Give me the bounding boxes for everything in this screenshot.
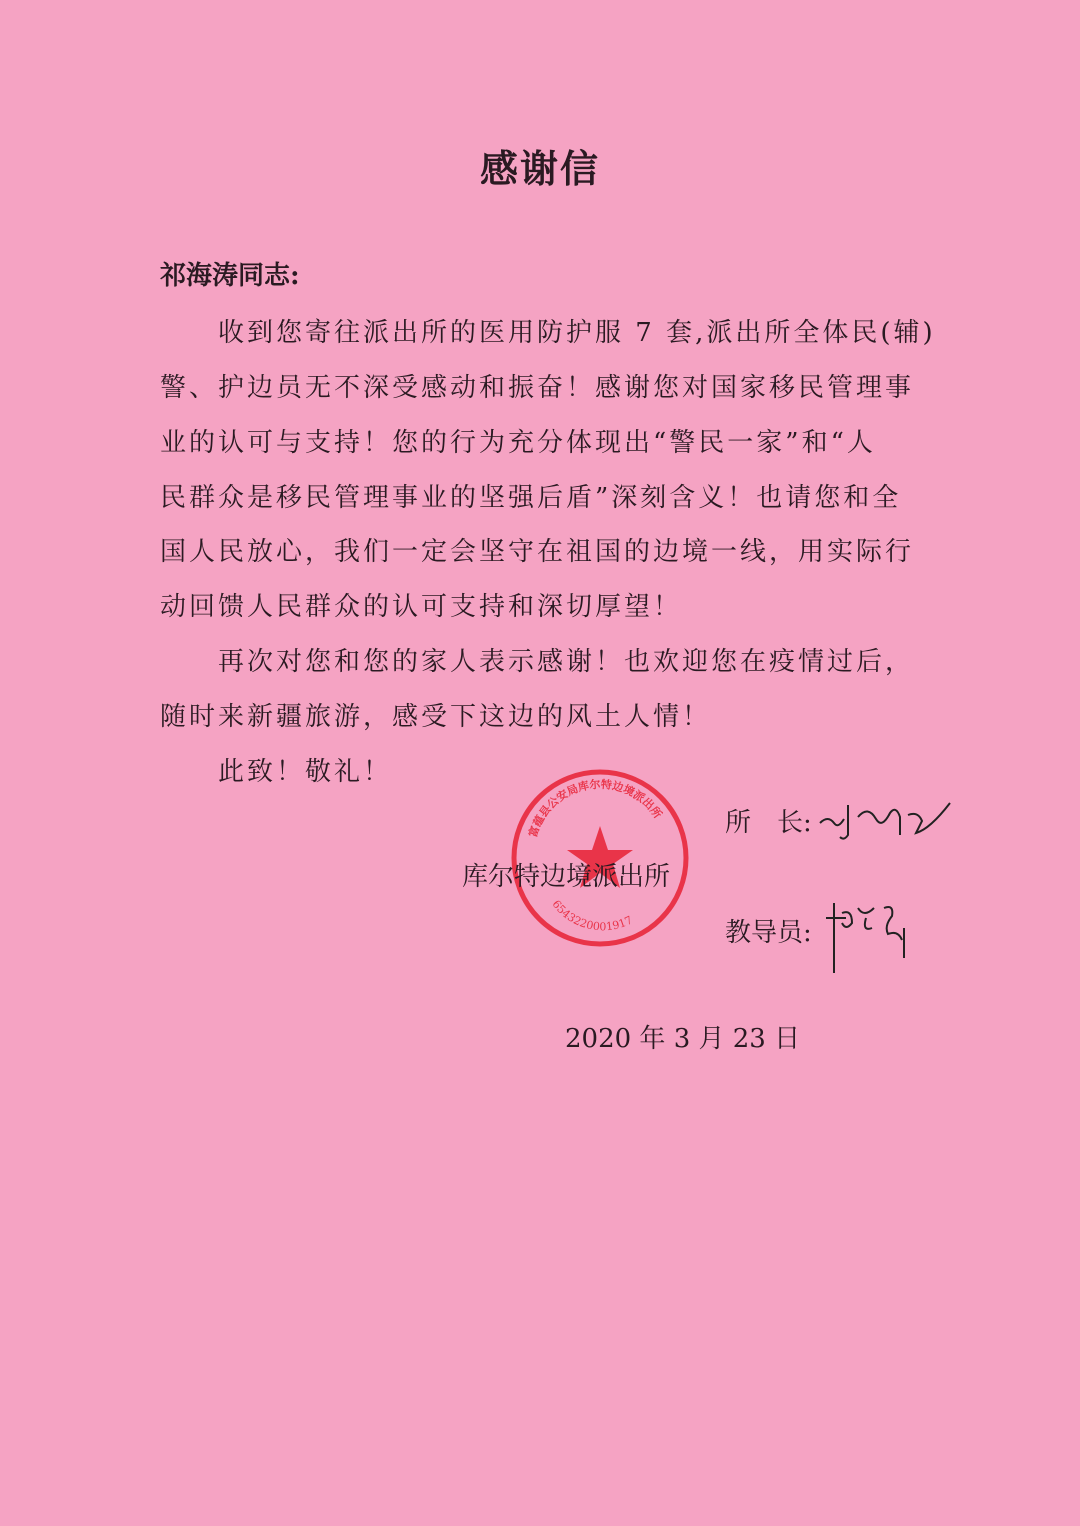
body-line: 业的认可与支持！您的行为充分体现出“警民一家”和“人	[160, 428, 876, 458]
body-line: 警、护边员无不深受感动和振奋！感谢您对国家移民管理事	[160, 373, 915, 403]
director-label: 所 长:	[725, 808, 812, 838]
body-line: 动回馈人民群众的认可支持和深切厚望！	[160, 592, 683, 622]
closing: 此致！敬礼！	[218, 757, 393, 787]
unit-name: 库尔特边境派出所	[462, 862, 671, 892]
instructor-signature	[818, 898, 918, 978]
body-line: 随时来新疆旅游，感受下这边的风土人情！	[160, 702, 712, 732]
body-line: 再次对您和您的家人表示感谢！也欢迎您在疫情过后，	[218, 647, 915, 677]
seal-number: 6543220001917	[549, 897, 635, 934]
seal-text: 富蕴县公安局库尔特边境派出所	[526, 777, 665, 839]
letter-date: 2020 年 3 月 23 日	[565, 1024, 801, 1054]
body-line: 收到您寄往派出所的医用防护服 7 套,派出所全体民(辅)	[218, 318, 936, 348]
body-line: 国人民放心，我们一定会坚守在祖国的边境一线，用实际行	[160, 537, 915, 567]
instructor-label: 教导员:	[725, 918, 812, 948]
letter-title: 感谢信	[479, 146, 600, 191]
greeting: 祁海涛同志:	[160, 261, 300, 291]
body-line: 民群众是移民管理事业的坚强后盾”深刻含义！也请您和全	[160, 483, 902, 513]
director-signature	[818, 795, 958, 845]
